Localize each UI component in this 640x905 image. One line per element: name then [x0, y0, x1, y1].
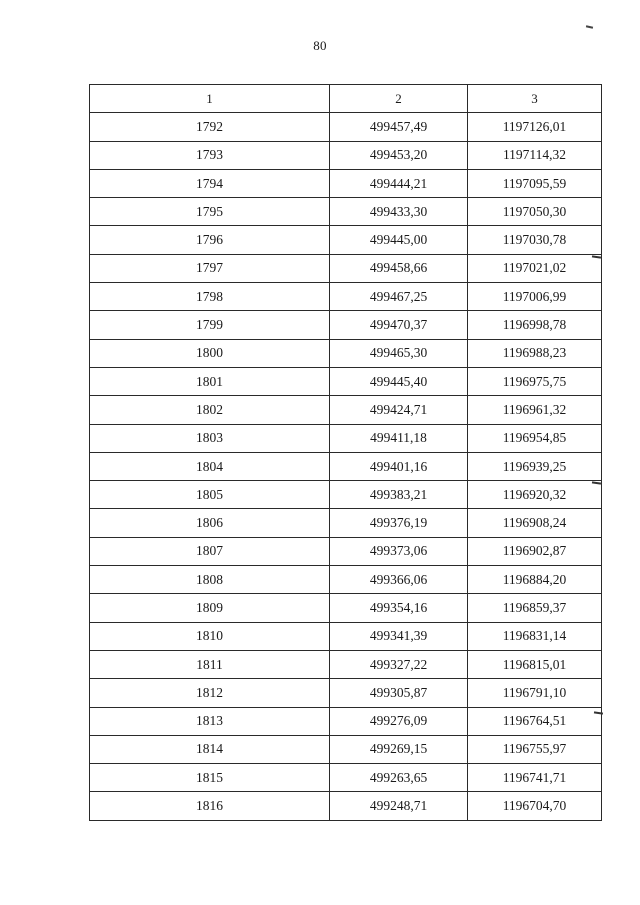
table-row	[90, 198, 602, 226]
point-number-cell: 1814	[90, 735, 330, 763]
page-number: 80	[313, 38, 327, 53]
table-row	[90, 452, 602, 480]
y-coordinate-cell: 1196954,85	[468, 424, 602, 452]
table-row	[90, 622, 602, 650]
point-number-cell: 1809	[90, 594, 330, 622]
point-number-cell: 1806	[90, 509, 330, 537]
x-coordinate-cell: 499470,37	[330, 311, 468, 339]
point-number-cell: 1799	[90, 311, 330, 339]
point-number-cell: 1797	[90, 254, 330, 282]
y-coordinate-cell: 1196988,23	[468, 339, 602, 367]
y-coordinate-cell: 1197114,32	[468, 141, 602, 169]
y-coordinate-cell: 1196741,71	[468, 764, 602, 792]
scan-mark	[586, 25, 593, 28]
table-row	[90, 537, 602, 565]
x-coordinate-cell: 499305,87	[330, 679, 468, 707]
point-number-cell: 1804	[90, 452, 330, 480]
point-number-cell: 1800	[90, 339, 330, 367]
point-number-cell: 1798	[90, 283, 330, 311]
x-coordinate-cell: 499458,66	[330, 254, 468, 282]
x-coordinate-cell: 499269,15	[330, 735, 468, 763]
y-coordinate-cell: 1197030,78	[468, 226, 602, 254]
x-coordinate-cell: 499457,49	[330, 113, 468, 141]
table-row	[90, 283, 602, 311]
table-row	[90, 169, 602, 197]
table-header-row	[90, 85, 602, 113]
column-header-3: 3	[468, 85, 602, 113]
table-row	[90, 566, 602, 594]
x-coordinate-cell: 499445,40	[330, 367, 468, 395]
point-number-cell: 1811	[90, 650, 330, 678]
table-row	[90, 424, 602, 452]
table-row	[90, 735, 602, 763]
point-number-cell: 1808	[90, 566, 330, 594]
x-coordinate-cell: 499445,00	[330, 226, 468, 254]
table-row	[90, 311, 602, 339]
point-number-cell: 1812	[90, 679, 330, 707]
y-coordinate-cell: 1196831,14	[468, 622, 602, 650]
x-coordinate-cell: 499366,06	[330, 566, 468, 594]
coordinates-table	[89, 84, 602, 821]
y-coordinate-cell: 1196815,01	[468, 650, 602, 678]
table-row	[90, 792, 602, 820]
point-number-cell: 1793	[90, 141, 330, 169]
table-body	[90, 113, 602, 820]
y-coordinate-cell: 1196704,70	[468, 792, 602, 820]
table-row	[90, 650, 602, 678]
x-coordinate-cell: 499467,25	[330, 283, 468, 311]
x-coordinate-cell: 499444,21	[330, 169, 468, 197]
y-coordinate-cell: 1197021,02	[468, 254, 602, 282]
x-coordinate-cell: 499373,06	[330, 537, 468, 565]
y-coordinate-cell: 1197126,01	[468, 113, 602, 141]
y-coordinate-cell: 1196884,20	[468, 566, 602, 594]
x-coordinate-cell: 499276,09	[330, 707, 468, 735]
table-row	[90, 254, 602, 282]
y-coordinate-cell: 1197050,30	[468, 198, 602, 226]
point-number-cell: 1807	[90, 537, 330, 565]
x-coordinate-cell: 499263,65	[330, 764, 468, 792]
point-number-cell: 1792	[90, 113, 330, 141]
y-coordinate-cell: 1196859,37	[468, 594, 602, 622]
x-coordinate-cell: 499411,18	[330, 424, 468, 452]
table-row	[90, 113, 602, 141]
column-header-2: 2	[330, 85, 468, 113]
table-row	[90, 396, 602, 424]
table-row	[90, 481, 602, 509]
table-row	[90, 509, 602, 537]
y-coordinate-cell: 1197006,99	[468, 283, 602, 311]
x-coordinate-cell: 499383,21	[330, 481, 468, 509]
x-coordinate-cell: 499376,19	[330, 509, 468, 537]
column-header-1: 1	[90, 85, 330, 113]
y-coordinate-cell: 1197095,59	[468, 169, 602, 197]
table-row	[90, 226, 602, 254]
table-row	[90, 594, 602, 622]
y-coordinate-cell: 1196998,78	[468, 311, 602, 339]
point-number-cell: 1816	[90, 792, 330, 820]
y-coordinate-cell: 1196920,32	[468, 481, 602, 509]
point-number-cell: 1803	[90, 424, 330, 452]
x-coordinate-cell: 499327,22	[330, 650, 468, 678]
point-number-cell: 1813	[90, 707, 330, 735]
x-coordinate-cell: 499401,16	[330, 452, 468, 480]
table-row	[90, 367, 602, 395]
point-number-cell: 1801	[90, 367, 330, 395]
table-row	[90, 764, 602, 792]
point-number-cell: 1795	[90, 198, 330, 226]
point-number-cell: 1810	[90, 622, 330, 650]
x-coordinate-cell: 499453,20	[330, 141, 468, 169]
table-row	[90, 339, 602, 367]
y-coordinate-cell: 1196755,97	[468, 735, 602, 763]
x-coordinate-cell: 499433,30	[330, 198, 468, 226]
x-coordinate-cell: 499248,71	[330, 792, 468, 820]
table-row	[90, 679, 602, 707]
y-coordinate-cell: 1196961,32	[468, 396, 602, 424]
y-coordinate-cell: 1196908,24	[468, 509, 602, 537]
x-coordinate-cell: 499465,30	[330, 339, 468, 367]
y-coordinate-cell: 1196939,25	[468, 452, 602, 480]
point-number-cell: 1815	[90, 764, 330, 792]
y-coordinate-cell: 1196975,75	[468, 367, 602, 395]
y-coordinate-cell: 1196902,87	[468, 537, 602, 565]
table-row	[90, 707, 602, 735]
x-coordinate-cell: 499424,71	[330, 396, 468, 424]
point-number-cell: 1802	[90, 396, 330, 424]
point-number-cell: 1796	[90, 226, 330, 254]
y-coordinate-cell: 1196764,51	[468, 707, 602, 735]
point-number-cell: 1794	[90, 169, 330, 197]
table-row	[90, 141, 602, 169]
y-coordinate-cell: 1196791,10	[468, 679, 602, 707]
x-coordinate-cell: 499354,16	[330, 594, 468, 622]
x-coordinate-cell: 499341,39	[330, 622, 468, 650]
point-number-cell: 1805	[90, 481, 330, 509]
